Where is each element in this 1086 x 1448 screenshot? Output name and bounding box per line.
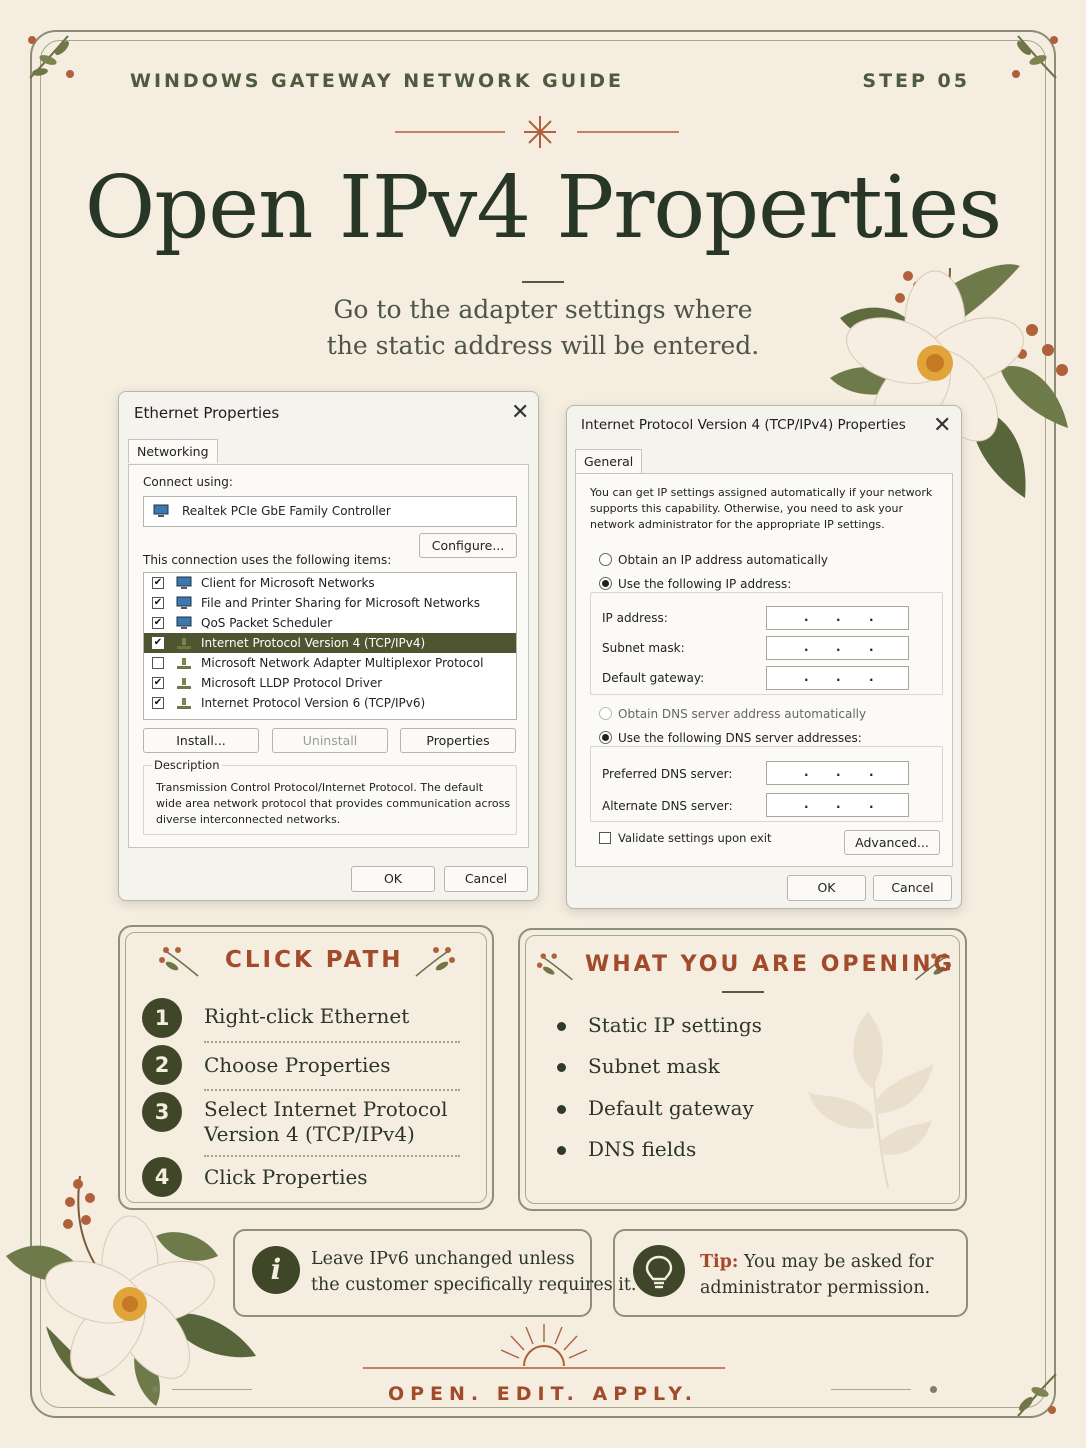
leaf-watermark-icon [798,1002,938,1190]
ethernet-properties-dialog [118,391,539,901]
computer-icon [176,596,192,610]
close-icon[interactable]: ✕ [933,413,952,438]
computer-icon [176,576,192,590]
description-group [143,758,517,835]
use-following-ip-label: Use the following IP address: [618,577,792,591]
default-gateway-label: Default gateway: [602,671,705,685]
validate-label: Validate settings upon exit [618,831,772,845]
adapter-field [143,496,517,527]
list-item[interactable] [144,653,516,673]
advanced-button[interactable]: Advanced... [844,830,940,855]
opening-item: Subnet mask [588,1054,720,1078]
sunburst-icon [363,1322,725,1372]
list-item-label: Internet Protocol Version 4 (TCP/IPv4) [201,636,426,650]
validate-checkbox[interactable] [599,832,611,844]
use-following-dns-radio[interactable] [599,731,612,744]
footer-tagline: OPEN. EDIT. APPLY. [387,1383,699,1405]
intro-line: supports this capability. Otherwise, you need to ask your [590,502,904,515]
protocol-icon [176,636,192,650]
description-line: wide area network protocol that provides communication across [156,797,511,810]
ip-address-input[interactable]: . . . [766,606,909,630]
networking-panel [128,464,529,848]
item-checkbox[interactable]: ✔ [153,677,163,688]
bullet-dot [557,1022,566,1031]
list-item[interactable] [144,633,516,653]
step-text: Click Properties [204,1165,368,1189]
items-list [143,572,517,720]
item-checkbox[interactable]: ✔ [153,617,163,628]
lightbulb-icon [633,1245,685,1297]
dialog-title: Internet Protocol Version 4 (TCP/IPv4) Properties [581,417,906,433]
preferred-dns-label: Preferred DNS server: [602,767,733,781]
dns-group [590,746,943,822]
ip-address-label: IP address: [602,611,668,625]
step-text-line: Version 4 (TCP/IPv4) [204,1122,415,1146]
intro-line: network administrator for the appropriate IP settings. [590,518,885,531]
use-following-ip-radio[interactable] [599,577,612,590]
close-icon[interactable]: ✕ [511,400,530,425]
step-number-badge: 2 [142,1045,182,1085]
network-adapter-icon [153,504,169,518]
list-item-label: Microsoft Network Adapter Multiplexor Protocol [201,656,484,670]
protocol-icon [176,696,192,710]
tip-note-line: administrator permission. [700,1278,931,1298]
cancel-button[interactable]: Cancel [444,866,528,892]
dotted-divider [204,1089,460,1091]
step-number-badge: 1 [142,998,182,1038]
opening-heading: WHAT YOU ARE OPENING [585,952,955,977]
description-text [156,780,510,828]
step-text: Choose Properties [204,1053,391,1077]
list-item-label: QoS Packet Scheduler [201,616,333,630]
tip-note-text [700,1249,933,1301]
tab-networking[interactable]: Networking [128,439,218,463]
intro-text [590,485,932,533]
step-number-badge: 3 [142,1092,182,1132]
click-path-heading: CLICK PATH [225,947,404,973]
subnet-mask-label: Subnet mask: [602,641,685,655]
description-label: Description [154,758,220,772]
connect-using-label: Connect using: [143,475,233,489]
list-item-label: Microsoft LLDP Protocol Driver [201,676,383,690]
item-checkbox[interactable]: ✔ [153,577,163,588]
item-checkbox[interactable]: ✔ [153,597,163,608]
items-label: This connection uses the following items: [143,553,392,567]
ipv4-properties-dialog [566,405,962,909]
ok-button[interactable]: OK [351,866,435,892]
list-item[interactable] [144,673,516,693]
protocol-icon [176,656,192,670]
configure-button[interactable]: Configure... [419,533,517,558]
item-checkbox[interactable]: ✔ [153,697,163,708]
dialog-title: Ethernet Properties [134,404,280,422]
star-divider-icon [395,114,685,150]
dotted-divider [204,1041,460,1043]
step-text [204,1097,447,1147]
step-number-badge: 4 [142,1157,182,1197]
opening-item: Default gateway [588,1096,754,1120]
computer-icon [176,616,192,630]
ip-address-group [590,592,943,695]
alternate-dns-input[interactable]: . . . [766,793,909,817]
list-item-label: Internet Protocol Version 6 (TCP/IPv6) [201,696,426,710]
protocol-icon [176,676,192,690]
tip-label: Tip: [700,1252,739,1272]
subtitle-line: the static address will be entered. [326,331,760,360]
obtain-ip-auto-radio[interactable] [599,553,612,566]
list-item[interactable] [144,693,516,713]
item-checkbox[interactable] [152,657,164,669]
adapter-name: Realtek PCIe GbE Family Controller [182,504,391,518]
item-checkbox[interactable]: ✔ [153,637,163,648]
sprig-icon [412,944,456,980]
step-text: Right-click Ethernet [204,1004,410,1028]
preferred-dns-input[interactable]: . . . [766,761,909,785]
description-line: Transmission Control Protocol/Internet Protocol. The default [156,781,484,794]
list-item-label: Client for Microsoft Networks [201,576,375,590]
subtitle-line: Go to the adapter settings where [333,295,753,324]
tab-general[interactable]: General [575,449,642,473]
install-button[interactable]: Install... [143,728,259,753]
general-panel [575,473,953,867]
opening-item: Static IP settings [588,1013,762,1037]
magnolia-flower-icon [6,1176,266,1416]
info-note-line: the customer specifically requires it. [311,1275,637,1295]
step-label: STEP 05 [862,70,970,92]
info-note-line: Leave IPv6 unchanged unless [311,1249,575,1269]
default-gateway-input[interactable]: . . . [766,666,909,690]
tip-note-line [700,1249,933,1275]
list-item[interactable] [144,613,516,633]
bullet-dot [557,1146,566,1155]
step-text-line: Select Internet Protocol [204,1097,448,1121]
list-item-label: File and Printer Sharing for Microsoft Networks [201,596,480,610]
bullet-dot [557,1105,566,1114]
list-item[interactable] [144,573,516,593]
title-divider [522,281,564,283]
corner-sprig-icon [22,26,82,86]
info-note-text [311,1246,636,1298]
intro-line: You can get IP settings assigned automatically if your network [590,486,933,499]
obtain-dns-auto-radio[interactable] [599,707,612,720]
opening-item: DNS fields [588,1137,697,1161]
description-line: diverse interconnected networks. [156,813,341,826]
sprig-icon [536,950,576,984]
obtain-dns-auto-label: Obtain DNS server address automatically [618,707,867,721]
heading-divider [722,991,764,993]
cancel-button[interactable]: Cancel [873,875,952,901]
alternate-dns-label: Alternate DNS server: [602,799,733,813]
info-icon: i [252,1246,300,1294]
corner-sprig-icon [1004,26,1064,86]
obtain-ip-auto-label: Obtain an IP address automatically [618,553,829,567]
guide-title: WINDOWS GATEWAY NETWORK GUIDE [130,70,624,92]
sprig-icon [158,944,202,980]
properties-button[interactable]: Properties [400,728,516,753]
ok-button[interactable]: OK [787,875,866,901]
tip-text: You may be asked for [738,1252,934,1272]
bullet-dot [557,1063,566,1072]
subnet-mask-input[interactable]: . . . [766,636,909,660]
list-item[interactable] [144,593,516,613]
dotted-divider [204,1155,460,1157]
page-title: Open IPv4 Properties [84,158,1002,258]
uninstall-button[interactable]: Uninstall [272,728,388,753]
use-following-dns-label: Use the following DNS server addresses: [618,731,862,745]
